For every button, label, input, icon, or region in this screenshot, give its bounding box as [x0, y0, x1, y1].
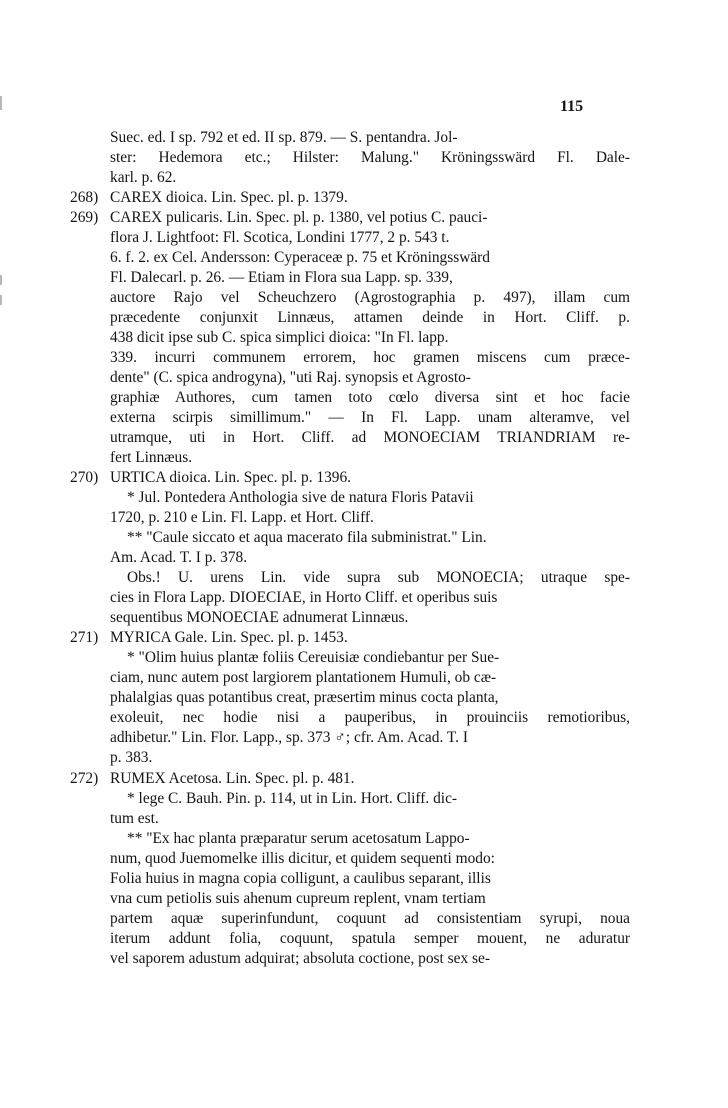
line-text: flora J. Lightfoot: Fl. Scotica, Londini 1777, 2 p. 543 t.: [110, 229, 450, 247]
line-text: exoleuit, nec hodie nisi a pauperibus, in prouinciis remotioribus,: [110, 709, 630, 727]
line-text: Obs.! U. urens Lin. vide supra sub MONOECIA; utraque spe-: [127, 569, 631, 587]
line-text: * "Olim huius plantæ foliis Cereuisiæ condiebantur per Sue-: [127, 649, 500, 667]
text-line: [70, 428, 630, 448]
line-text: phalalgias quas potantibus creat, præsertim minus cocta planta,: [110, 689, 499, 707]
line-text: ciam, nunc autem post largiorem plantationem Humuli, ob cæ-: [110, 669, 497, 687]
text-line: [70, 388, 630, 408]
text-line: [70, 929, 630, 949]
scan-margin-mark: [0, 275, 2, 285]
line-text: utramque, uti in Hort. Cliff. ad MONOECIAM TRIANDRIAM re-: [110, 429, 631, 447]
text-line: [70, 889, 630, 909]
text-line: [70, 809, 630, 829]
text-line: [70, 328, 630, 348]
text-line: [70, 789, 630, 809]
line-text: cies in Flora Lapp. DIOECIAE, in Horto Cliff. et operibus suis: [110, 589, 498, 607]
text-line: [70, 408, 630, 428]
line-text: ** "Caule siccato et aqua macerato fila subministrat." Lin.: [127, 529, 487, 547]
line-text: Am. Acad. T. I p. 378.: [110, 549, 248, 567]
entry-line: [70, 208, 630, 228]
text-line: [70, 288, 630, 308]
text-line: [70, 748, 630, 768]
line-text: præcedente conjunxit Linnæus, attamen deinde in Hort. Cliff. p.: [110, 309, 630, 327]
text-line: [70, 829, 630, 849]
line-text: partem aquæ superinfundunt, coquunt ad consistentiam syrupi, noua: [110, 909, 630, 927]
line-text: tum est.: [110, 809, 159, 827]
text-line: [70, 588, 630, 608]
page-body: [70, 128, 630, 969]
line-text: Fl. Dalecarl. p. 26. — Etiam in Flora sua Lapp. sp. 339,: [110, 269, 453, 287]
text-line: [70, 148, 630, 168]
text-line: [70, 448, 630, 468]
text-line: [70, 348, 630, 368]
entry-number: 270): [70, 469, 99, 487]
line-text: RUMEX Acetosa. Lin. Spec. pl. p. 481.: [110, 769, 355, 787]
page-number: 115: [560, 98, 584, 115]
line-text: 6. f. 2. ex Cel. Andersson: Cyperaceæ p. 75 et Kröningsswärd: [110, 249, 490, 267]
line-text: num, quod Juemomelke illis dicitur, et quidem sequenti modo:: [110, 849, 495, 867]
text-line: [70, 608, 630, 628]
line-text: Folia huius in magna copia colligunt, a caulibus separant, illis: [110, 869, 491, 887]
line-text: sequentibus MONOECIAE adnumerat Linnæus.: [110, 609, 409, 627]
line-text: ** "Ex hac planta præparatur serum acetosatum Lappo-: [127, 829, 470, 847]
line-text: graphiæ Authores, cum tamen toto cœlo diversa sint et hoc facie: [110, 389, 630, 407]
line-text: adhibetur." Lin. Flor. Lapp., sp. 373 ♂; cfr. Am. Acad. T. I: [110, 729, 468, 747]
line-text: auctore Rajo vel Scheuchzero (Agrostographia p. 497), illam cum: [110, 289, 631, 307]
entry-line: [70, 769, 630, 789]
text-line: [70, 568, 630, 588]
line-text: * lege C. Bauh. Pin. p. 114, ut in Lin. Hort. Cliff. dic-: [127, 789, 458, 807]
line-text: 1720, p. 210 e Lin. Fl. Lapp. et Hort. Cliff.: [110, 509, 374, 527]
text-line: [70, 528, 630, 548]
entry-number: 271): [70, 629, 99, 647]
line-text: CAREX pulicaris. Lin. Spec. pl. p. 1380, vel potius C. pauci-: [110, 209, 488, 227]
entry-number: 268): [70, 189, 99, 207]
entry-number: 272): [70, 769, 99, 787]
text-line: [70, 648, 630, 668]
line-text: karl. p. 62.: [110, 169, 177, 187]
text-line: [70, 228, 630, 248]
line-text: vna cum petiolis suis ahenum cupreum replent, vnam tertiam: [110, 889, 486, 907]
line-text: ster: Hedemora etc.; Hilster: Malung." Kröningsswärd Fl. Dale-: [110, 149, 630, 167]
entry-line: [70, 468, 630, 488]
scan-margin-mark: [0, 96, 2, 110]
line-text: fert Linnæus.: [110, 449, 193, 467]
line-text: Suec. ed. I sp. 792 et ed. II sp. 879. — S. pentandra. Jol-: [110, 129, 458, 146]
line-text: MYRICA Gale. Lin. Spec. pl. p. 1453.: [110, 629, 348, 647]
scan-margin-mark: [0, 295, 2, 305]
line-text: * Jul. Pontedera Anthologia sive de natura Floris Patavii: [127, 489, 474, 507]
text-line: [70, 128, 630, 148]
line-text: p. 383.: [110, 749, 153, 767]
text-line: [70, 548, 630, 568]
text-line: [70, 168, 630, 188]
line-text: 339. incurri communem errorem, hoc gramen miscens cum præce-: [110, 349, 630, 367]
text-line: [70, 728, 630, 748]
text-line: [70, 488, 630, 508]
text-line: [70, 869, 630, 889]
text-line: [70, 508, 630, 528]
text-line: [70, 308, 630, 328]
text-line: [70, 708, 630, 728]
entry-number: 269): [70, 209, 99, 227]
line-text: vel saporem adustum adquirat; absoluta coctione, post sex se-: [110, 949, 490, 967]
line-text: URTICA dioica. Lin. Spec. pl. p. 1396.: [110, 469, 352, 487]
text-line: [70, 849, 630, 869]
entry-line: [70, 628, 630, 648]
text-line: [70, 688, 630, 708]
text-line: [70, 909, 630, 929]
entry-line: [70, 188, 630, 208]
text-line: [70, 668, 630, 688]
line-text: iterum addunt folia, coquunt, spatula semper mouent, ne aduratur: [110, 929, 631, 947]
text-line: [70, 368, 630, 388]
line-text: dente" (C. spica androgyna), "uti Raj. synopsis et Agrosto-: [110, 369, 471, 387]
text-line: [70, 949, 630, 969]
line-text: externa scirpis simillimum." — In Fl. Lapp. unam alteramve, vel: [110, 409, 630, 427]
text-line: [70, 248, 630, 268]
line-text: CAREX dioica. Lin. Spec. pl. p. 1379.: [110, 189, 348, 207]
text-line: [70, 268, 630, 288]
line-text: 438 dicit ipse sub C. spica simplici dioica: "In Fl. lapp.: [110, 329, 449, 347]
